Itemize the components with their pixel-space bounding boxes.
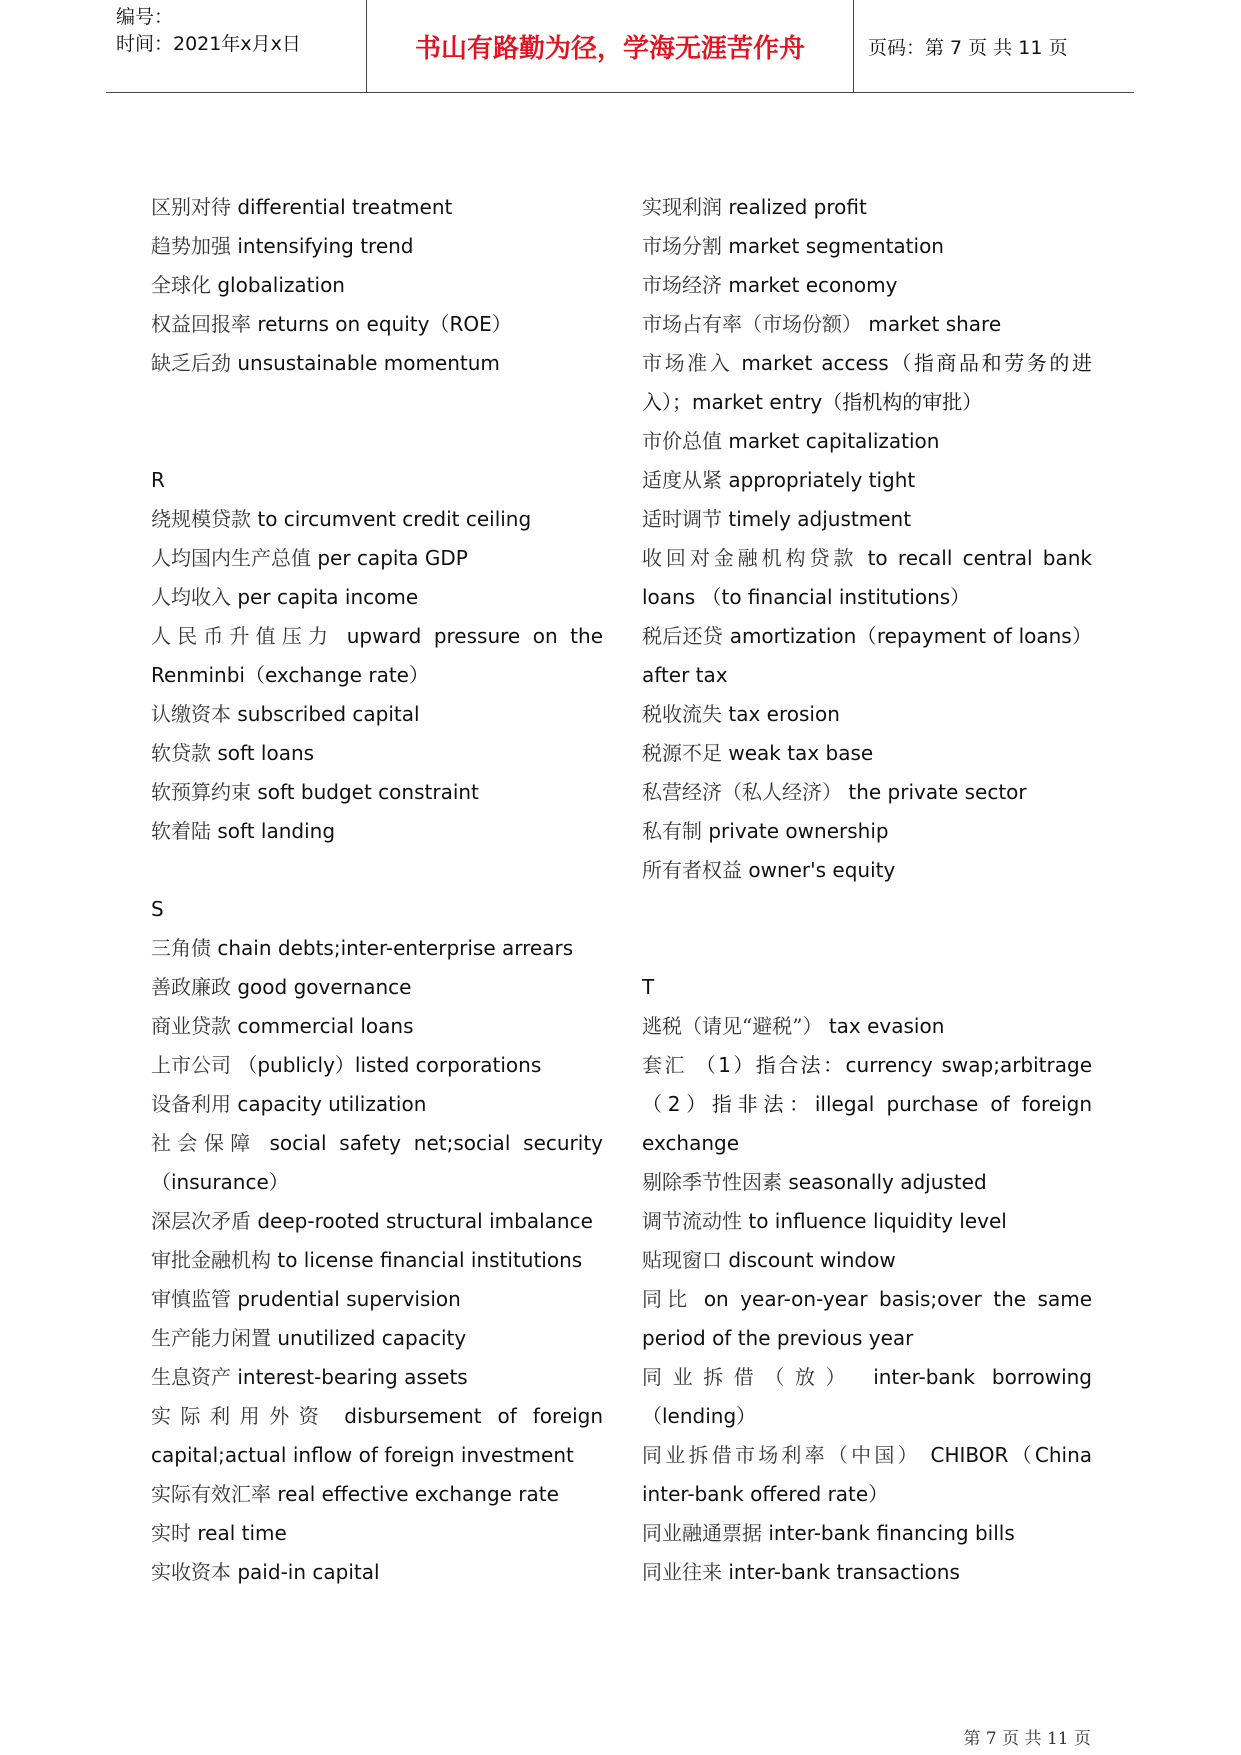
glossary-entry [642,344,1092,422]
glossary-entry [642,1436,1092,1514]
glossary-entry [642,1553,1092,1592]
term-chinese: 同业融通票据 [642,1521,762,1545]
term-chinese: 贴现窗口 [642,1248,722,1272]
term-english: the private sector [848,780,1027,804]
term-english: CHIBOR（China inter-bank offered rate） [642,1443,1093,1506]
header-page-number: 页码：第 7 页 共 11 页 [868,37,1068,59]
term-english: owner's equity [748,858,896,882]
glossary-entry [642,305,1092,344]
term-english: market share [868,312,1002,336]
term-chinese: 市价总值 [642,429,722,453]
term-chinese: 市场分割 [642,234,722,258]
glossary-entry [151,812,603,851]
term-english: realized profit [728,195,867,219]
glossary-entry [642,227,1092,266]
term-chinese: 所有者权益 [642,858,742,882]
term-english: （publicly）listed corporations [237,1053,542,1077]
blank-line [151,383,603,422]
term-english: market capitalization [728,429,940,453]
glossary-entry [151,1280,603,1319]
term-chinese: 全球化 [151,273,211,297]
term-chinese: 实际有效汇率 [151,1482,271,1506]
term-english: paid-in capital [237,1560,380,1584]
term-chinese: 权益回报率 [151,312,251,336]
term-english: market access（指商品和劳务的进入）；market entry（指机构的审批） [642,351,1092,414]
term-english: appropriately tight [728,468,916,492]
term-chinese: 同业拆借市场利率（中国） [642,1443,921,1467]
term-english: tax erosion [728,702,840,726]
term-chinese: 社会保障 [151,1131,257,1155]
term-english: soft loans [217,741,315,765]
glossary-entry [642,1280,1092,1358]
glossary-entry [642,1202,1092,1241]
term-english: soft budget constraint [257,780,479,804]
term-english: globalization [217,273,345,297]
glossary-entry [151,1397,603,1475]
term-chinese: 调节流动性 [642,1209,742,1233]
header-meta [116,4,301,58]
term-english: prudential supervision [237,1287,461,1311]
term-chinese: 实现利润 [642,195,722,219]
term-chinese: 上市公司 [151,1053,231,1077]
glossary-entry [151,968,603,1007]
glossary-entry [642,1514,1092,1553]
glossary-entry [642,812,1092,851]
term-english: commercial loans [237,1014,414,1038]
term-chinese: 市场占有率（市场份额） [642,312,862,336]
glossary-entry [642,1163,1092,1202]
term-chinese: 市场准入 [642,351,733,375]
term-chinese: 认缴资本 [151,702,231,726]
term-chinese: 私有制 [642,819,702,843]
glossary-entry [151,227,603,266]
term-chinese: 软着陆 [151,819,211,843]
term-chinese: 区别对待 [151,195,231,219]
term-english: market segmentation [728,234,944,258]
term-english: subscribed capital [237,702,420,726]
glossary-entry [642,1007,1092,1046]
term-chinese: 趋势加强 [151,234,231,258]
term-chinese: 实际利用外资 [151,1404,329,1428]
term-chinese: 设备利用 [151,1092,231,1116]
glossary-entry [151,1241,603,1280]
term-english: good governance [237,975,412,999]
term-english: amortization（repayment of loans）after tax [642,624,1092,687]
term-chinese: 绕规模贷款 [151,507,251,531]
glossary-entry [151,1514,603,1553]
glossary-entry [151,1358,603,1397]
term-chinese: 三角债 [151,936,211,960]
glossary-entry [151,695,603,734]
glossary-entry [642,773,1092,812]
term-chinese: 税收流失 [642,702,722,726]
term-english: disbursement of foreign capital;actual inflow of foreign investment [151,1404,603,1467]
glossary-entry [642,500,1092,539]
term-english: discount window [728,1248,896,1272]
term-english: inter-bank transactions [728,1560,960,1584]
term-chinese: 逃税（请见“避税”） [642,1014,823,1038]
term-english: inter-bank financing bills [768,1521,1015,1545]
glossary-entry [642,617,1092,695]
blank-line [151,422,603,461]
glossary-entry [151,1475,603,1514]
term-english: market economy [728,273,898,297]
blank-line [642,929,1092,968]
term-chinese: 实收资本 [151,1560,231,1584]
term-english: to circumvent credit ceiling [257,507,532,531]
doc-number-label: 编号： [116,6,174,28]
term-english: upward pressure on the Renminbi（exchange rate） [151,624,603,687]
glossary-entry [151,500,603,539]
glossary-column-left [151,188,603,1592]
glossary-entry [642,461,1092,500]
term-chinese: 软预算约束 [151,780,251,804]
glossary-entry [151,1202,603,1241]
glossary-entry [151,1124,603,1202]
term-english: deep-rooted structural imbalance [257,1209,593,1233]
glossary-entry [151,188,603,227]
term-english: returns on equity（ROE） [257,312,512,336]
glossary-entry [642,266,1092,305]
glossary-entry [642,188,1092,227]
glossary-entry [151,539,603,578]
glossary-entry [642,1046,1092,1163]
term-chinese: 生息资产 [151,1365,231,1389]
glossary-entry [151,1007,603,1046]
term-english: unsustainable momentum [237,351,500,375]
term-english: chain debts;inter-enterprise arrears [217,936,574,960]
term-chinese: 税源不足 [642,741,722,765]
glossary-entry [151,1046,603,1085]
term-chinese: 审慎监管 [151,1287,231,1311]
glossary-entry [151,1085,603,1124]
term-english: soft landing [217,819,336,843]
glossary-entry [151,617,603,695]
glossary-entry [642,1358,1092,1436]
term-chinese: 善政廉政 [151,975,231,999]
term-english: to influence liquidity level [748,1209,1007,1233]
term-english: timely adjustment [728,507,912,531]
term-chinese: 私营经济（私人经济） [642,780,842,804]
term-english: tax evasion [828,1014,945,1038]
term-english: differential treatment [237,195,453,219]
term-english: seasonally adjusted [788,1170,987,1194]
glossary-entry [151,1553,603,1592]
doc-time-label: 时间：2021年x月x日 [116,33,301,55]
section-letter: S [151,897,164,921]
term-english: on year-on-year basis;over the same period of the previous year [642,1287,1093,1350]
term-chinese: 人均国内生产总值 [151,546,311,570]
term-chinese: 剔除季节性因素 [642,1170,782,1194]
term-english: to license financial institutions [277,1248,583,1272]
glossary-entry [151,266,603,305]
glossary-entry [642,422,1092,461]
page-footer: 第 7 页 共 11 页 [963,1729,1091,1749]
blank-line [151,851,603,890]
glossary-entry [642,695,1092,734]
term-chinese: 人民币升值压力 [151,624,335,648]
term-chinese: 深层次矛盾 [151,1209,251,1233]
glossary-entry [642,851,1092,890]
term-chinese: 收回对金融机构贷款 [642,546,858,570]
term-english: to recall central bank loans （to financial institutions） [642,546,1093,609]
term-chinese: 同业拆借（放） [642,1365,857,1389]
term-chinese: 人均收入 [151,585,231,609]
term-chinese: 市场经济 [642,273,722,297]
blank-line [642,890,1092,929]
section-letter: T [642,975,655,999]
header-divider [853,0,854,92]
term-chinese: 税后还贷 [642,624,724,648]
term-chinese: 适度从紧 [642,468,722,492]
term-chinese: 同业往来 [642,1560,722,1584]
term-english: real effective exchange rate [277,1482,559,1506]
term-english: per capita income [237,585,419,609]
glossary-entry [151,1319,603,1358]
term-english: capacity utilization [237,1092,427,1116]
glossary-column-right [642,188,1092,1592]
term-english: real time [197,1521,287,1545]
glossary-entry [151,734,603,773]
term-chinese: 实时 [151,1521,191,1545]
term-english: （1）指合法：currency swap;arbitrage （2）指非法：illegal purchase of foreign exchange [642,1053,1092,1155]
term-english: private ownership [708,819,889,843]
header-motto: 书山有路勤为径，学海无涯苦作舟 [414,34,805,64]
term-english: per capita GDP [317,546,468,570]
term-chinese: 适时调节 [642,507,722,531]
glossary-entry [642,734,1092,773]
term-chinese: 生产能力闲置 [151,1326,271,1350]
term-english: social safety net;social security（insurance） [151,1131,604,1194]
term-english: inter-bank borrowing（lending） [642,1365,1093,1428]
term-chinese: 软贷款 [151,741,211,765]
page-header [106,0,1134,93]
term-english: intensifying trend [237,234,414,258]
term-chinese: 审批金融机构 [151,1248,271,1272]
glossary-entry [151,344,603,383]
term-english: interest-bearing assets [237,1365,468,1389]
term-chinese: 缺乏后劲 [151,351,231,375]
glossary-entry [151,578,603,617]
glossary-entry [642,539,1092,617]
term-chinese: 套汇 [642,1053,687,1077]
term-chinese: 商业贷款 [151,1014,231,1038]
glossary-entry [642,1241,1092,1280]
glossary-entry [151,773,603,812]
term-english: unutilized capacity [277,1326,467,1350]
section-letter: R [151,468,165,492]
term-chinese: 同比 [642,1287,693,1311]
glossary-entry [151,305,603,344]
glossary-entry [151,929,603,968]
term-english: weak tax base [728,741,874,765]
